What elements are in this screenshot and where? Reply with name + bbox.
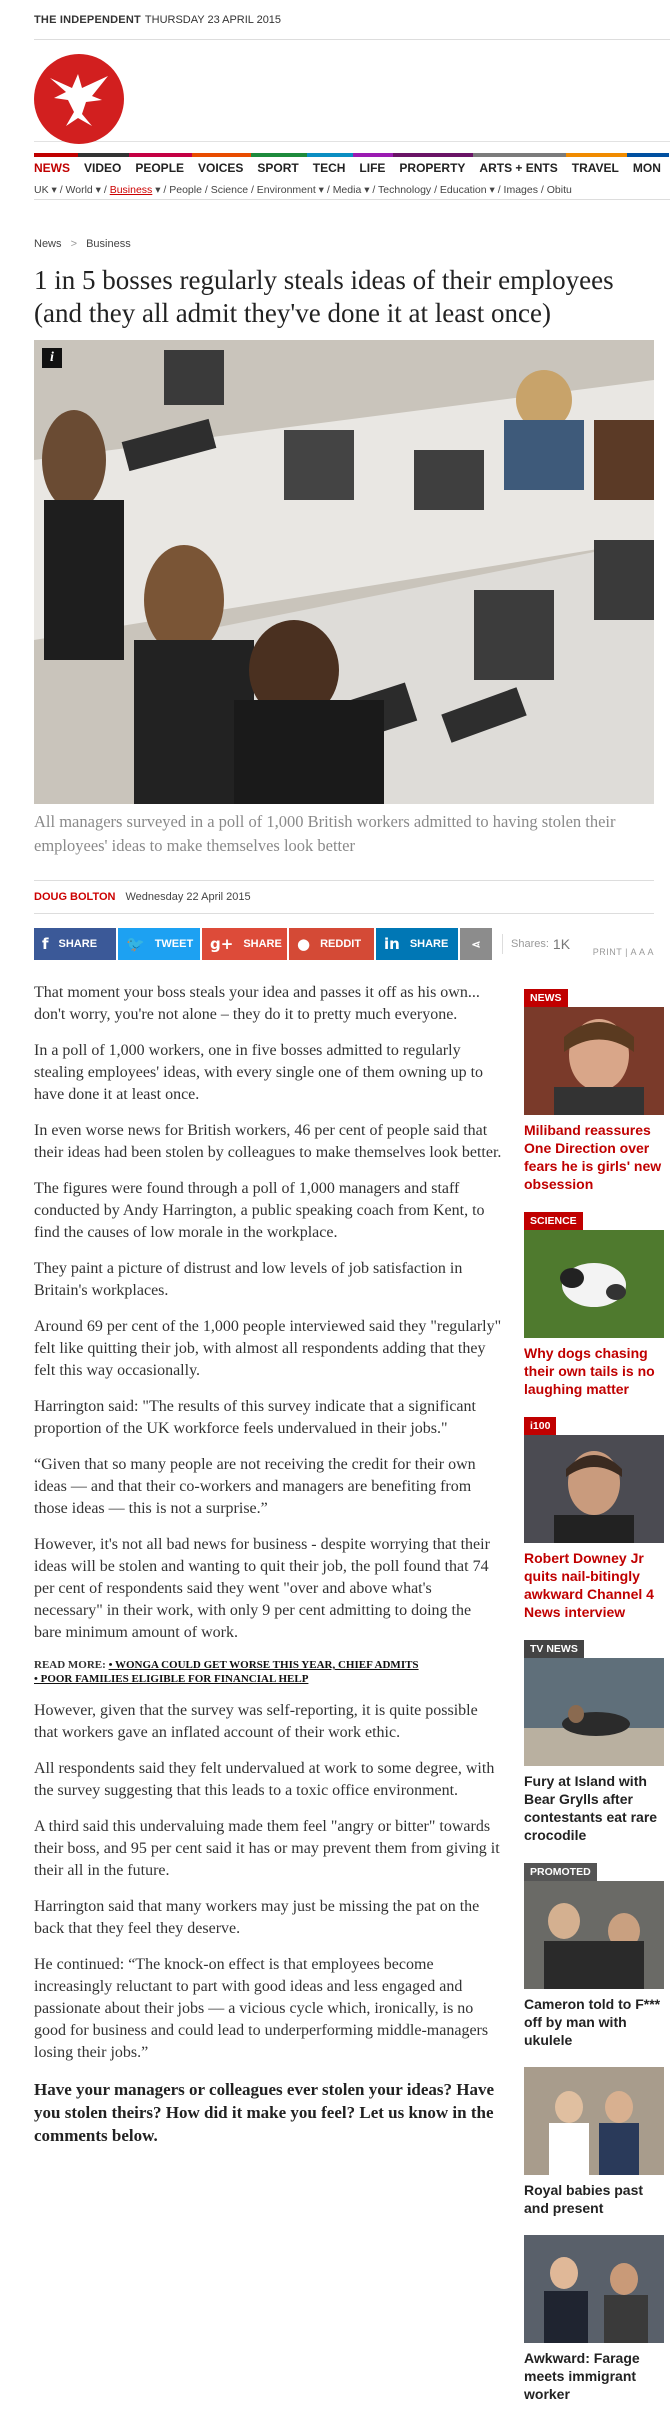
article-paragraph: All respondents said they felt undervalued at work to some degree, with the survey suggesting that this leads to a toxic office environment. — [34, 1760, 495, 1799]
breadcrumb-business[interactable]: Business — [86, 238, 131, 250]
masthead-brand[interactable]: THE INDEPENDENT — [34, 13, 141, 26]
article-paragraph: A third said this undervaluing made them feel "angry or bitter" towards their boss, and 95 per cent said it has or may prevent them from giving it their all in the future. — [34, 1818, 500, 1879]
reddit-share-label: REDDIT — [320, 938, 362, 950]
sidebar-headline-link[interactable]: Royal babies past and present — [524, 2182, 644, 2216]
hero-image[interactable] — [34, 340, 654, 804]
subnav-business-link[interactable]: Business — [109, 184, 153, 196]
page — [34, 0, 670, 2421]
twitter-share-button[interactable] — [118, 928, 200, 960]
sub-nav — [34, 180, 670, 200]
shares-number: 1K — [552, 936, 571, 952]
nav-item-life[interactable]: LIFE — [353, 153, 393, 180]
article-paragraph: Around 69 per cent of the 1,000 people interviewed said they "regularly" felt like quitting their job, with almost all respondents adding that they felt this way occasionally. — [34, 1318, 502, 1379]
image-caption: All managers surveyed in a poll of 1,000 British workers admitted to having stolen their employees' ideas to make themselves look better — [34, 812, 616, 855]
share-icon: ⋖ — [471, 938, 481, 951]
sidebar-headline-link[interactable]: Why dogs chasing their own tails is no laughing matter — [524, 1345, 655, 1397]
nav-item-travel[interactable]: TRAVEL — [566, 153, 627, 180]
nav-item-news[interactable]: NEWS — [34, 153, 78, 180]
sidebar-tag: NEWS — [524, 989, 568, 1007]
linkedin-share-button[interactable] — [376, 928, 458, 960]
read-more — [34, 1658, 502, 1686]
sidebar-headline-link[interactable]: Awkward: Farage meets immigrant worker — [524, 2350, 640, 2402]
facebook-share-label: SHARE — [58, 938, 98, 950]
gplus-icon: g+ — [210, 935, 234, 953]
print-font-controls[interactable]: PRINT | A A A — [592, 947, 654, 957]
shares-label: Shares: — [511, 938, 549, 950]
sidebar-tag: PROMOTED — [524, 1863, 597, 1881]
linkedin-share-label: SHARE — [409, 938, 449, 950]
article-paragraph: Harrington said that many workers may just be missing the pat on the back that they feel they deserve. — [34, 1898, 480, 1937]
nav-item-video[interactable]: VIDEO — [78, 153, 129, 180]
sidebar-tag: SCIENCE — [524, 1212, 583, 1230]
sidebar-thumbnail[interactable] — [524, 1007, 664, 1115]
sidebar-tag: i100 — [524, 1417, 556, 1435]
author-link[interactable]: DOUG BOLTON — [34, 891, 116, 903]
nav-item-mon[interactable]: MON — [627, 153, 669, 180]
article-paragraph: Harrington said: "The results of this survey indicate that a significant proportion of the UK workforce feels undervalued in their jobs." — [34, 1398, 476, 1437]
sidebar-thumbnail[interactable] — [524, 1881, 664, 1989]
read-more-label: READ MORE: — [34, 1659, 106, 1671]
masthead — [34, 0, 670, 40]
sidebar-card[interactable] — [524, 1211, 664, 1398]
breadcrumb-news[interactable]: News — [34, 238, 62, 250]
nav-item-people[interactable]: PEOPLE — [129, 153, 192, 180]
sidebar-thumbnail[interactable] — [524, 1658, 664, 1766]
breadcrumb-separator: > — [70, 238, 78, 250]
eagle-icon — [48, 70, 110, 128]
sidebar-headline-link[interactable]: Robert Downey Jr quits nail-bitingly awkward Channel 4 News interview — [524, 1550, 654, 1620]
share-count — [502, 934, 570, 954]
image-info-icon[interactable]: i — [42, 348, 62, 368]
nav-item-voices[interactable]: VOICES — [192, 153, 251, 180]
sidebar-card[interactable] — [524, 1416, 664, 1621]
office-photo — [34, 340, 654, 804]
sidebar-tag: TV NEWS — [524, 1640, 584, 1658]
subnav-before[interactable]: UK ▾ / World ▾ / — [34, 184, 110, 196]
logo-row — [34, 40, 670, 142]
sidebar-headline-link[interactable]: Cameron told to F*** off by man with ukulele — [524, 1996, 661, 2048]
article-paragraph: In a poll of 1,000 workers, one in five bosses admitted to regularly stealing employees' ideas, with every single one of them owning up to have done it at least once. — [34, 1042, 484, 1103]
subnav-after[interactable]: ▾ / People / Science / Environment ▾ / Media ▾ / Technology / Education ▾ / Images / Obitu — [152, 184, 572, 196]
sidebar-card[interactable] — [524, 2235, 664, 2403]
article-paragraph: They paint a picture of distrust and low levels of job satisfaction in Britain's workplaces. — [34, 1260, 463, 1299]
article-paragraph: The figures were found through a poll of 1,000 managers and staff conducted by Andy Harrington, a public speaking coach from Kent, to find the causes of low morale in the workplace. — [34, 1180, 485, 1241]
facebook-icon: f — [42, 935, 49, 953]
article-paragraph: In even worse news for British workers, 46 per cent of people said that their ideas had been stolen by colleagues to make themselves look better. — [34, 1122, 502, 1161]
sidebar-card[interactable] — [524, 1862, 664, 2049]
share-bar — [34, 926, 654, 962]
linkedin-icon: in — [384, 935, 400, 953]
facebook-share-button[interactable] — [34, 928, 116, 960]
sidebar-thumbnail[interactable] — [524, 1435, 664, 1543]
content-area — [34, 982, 670, 2421]
sidebar-card[interactable] — [524, 988, 664, 1193]
twitter-share-label: TWEET — [154, 938, 194, 950]
reddit-share-button[interactable] — [289, 928, 374, 960]
gplus-share-button[interactable] — [202, 928, 287, 960]
masthead-date: THURSDAY 23 APRIL 2015 — [144, 13, 282, 26]
nav-item-arts-ents[interactable]: ARTS + ENTS — [473, 153, 565, 180]
sidebar-headline-link[interactable]: Miliband reassures One Direction over fears he is girls' new obsession — [524, 1122, 662, 1192]
article-paragraph: However, it's not all bad news for business - despite worrying that their ideas will be stolen and wanting to quit their job, the poll found that 74 per cent of respondents said they went "over and above what's necessary" in their work, with only 9 per cent admitting to doing the bare minimum amount of work. — [34, 1536, 490, 1641]
nav-item-tech[interactable]: TECH — [307, 153, 354, 180]
closing-question: Have your managers or colleagues ever stolen your ideas? Have you stolen theirs? How did it make you feel? Let us know in the comments below. — [34, 2080, 495, 2145]
article-paragraph: He continued: “The knock-on effect is that employees become increasingly reluctant to part with good ideas and less engaged and passionate about their jobs — a vicious cycle which, ironically, is no good for business and could lead to underperforming middle-managers losing their jobs.” — [34, 1956, 489, 2061]
sidebar-thumbnail[interactable] — [524, 2235, 664, 2343]
twitter-icon: 🐦 — [126, 935, 145, 953]
sidebar-card[interactable] — [524, 1639, 664, 1844]
more-share-button[interactable] — [460, 928, 492, 960]
sidebar-thumbnail[interactable] — [524, 2067, 664, 2175]
read-more-link-poor-families[interactable]: • POOR FAMILIES ELIGIBLE FOR FINANCIAL HELP — [34, 1673, 309, 1685]
sidebar-thumbnail[interactable] — [524, 1230, 664, 1338]
nav-item-sport[interactable]: SPORT — [251, 153, 306, 180]
sidebar-card[interactable] — [524, 2067, 664, 2217]
independent-logo[interactable] — [34, 54, 124, 144]
article-paragraph: That moment your boss steals your idea and passes it off as his own... don't worry, you're not alone – they do it to pretty much everyone. — [34, 984, 480, 1023]
byline — [34, 880, 654, 914]
sidebar-headline-link[interactable]: Fury at Island with Bear Grylls after contestants eat rare crocodile — [524, 1773, 658, 1843]
read-more-link-wonga[interactable]: • WONGA COULD GET WORSE THIS YEAR, CHIEF ADMITS — [108, 1659, 419, 1671]
gplus-share-label: SHARE — [243, 938, 282, 950]
nav-item-property[interactable]: PROPERTY — [393, 153, 473, 180]
article-body — [34, 982, 502, 2421]
sidebar — [524, 988, 664, 2421]
publish-date: Wednesday 22 April 2015 — [125, 891, 251, 903]
article-paragraph: However, given that the survey was self-reporting, it is quite possible that workers gave an inflated account of their work ethic. — [34, 1702, 478, 1741]
article-headline: 1 in 5 bosses regularly steals ideas of their employees (and they all admit they've done it at least once) — [34, 265, 614, 328]
article-paragraph: “Given that so many people are not receiving the credit for their own ideas — and that their co-workers and managers are benefiting from those ideas — this is not a surprise.” — [34, 1456, 476, 1517]
main-nav — [34, 154, 670, 180]
reddit-icon: ● — [297, 935, 311, 953]
breadcrumb — [34, 238, 670, 250]
